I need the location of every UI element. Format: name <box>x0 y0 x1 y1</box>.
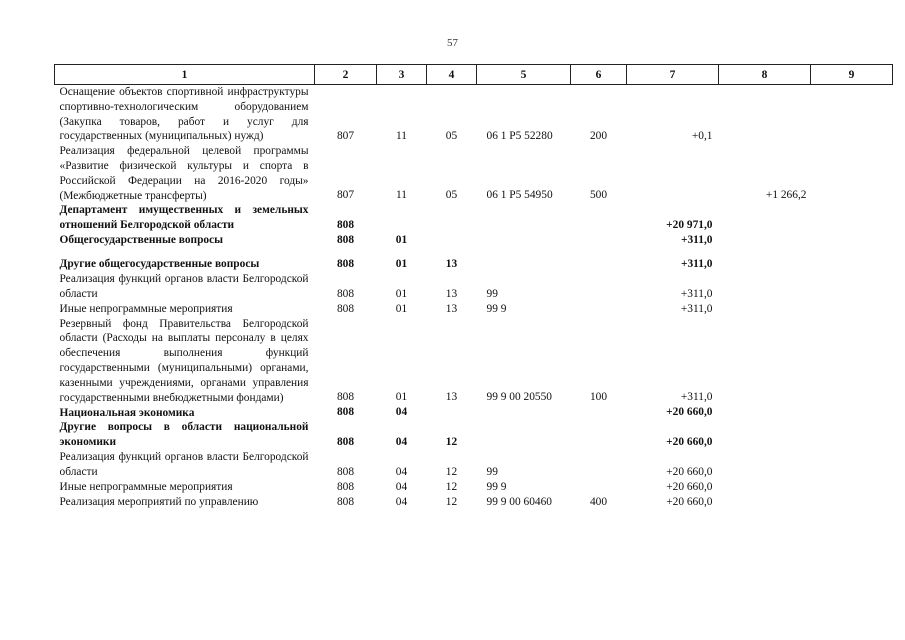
row-amount-col9 <box>811 257 893 272</box>
row-amount-col7: +0,1 <box>691 130 713 143</box>
row-amount-col8 <box>719 272 811 302</box>
row-target-article <box>477 257 571 272</box>
row-target-article: 99 9 <box>486 302 507 315</box>
row-expense-type <box>571 257 627 272</box>
row-amount-col9 <box>811 317 893 406</box>
row-section-code: 04 <box>395 435 408 448</box>
row-amount-col8 <box>719 257 811 272</box>
row-expense-type <box>571 302 627 317</box>
row-amount-col7: +20 660,0 <box>666 465 713 478</box>
row-section-code: 01 <box>395 233 408 246</box>
row-expense-type <box>571 203 627 233</box>
row-grbs-code: 808 <box>336 287 355 300</box>
row-amount-col9 <box>811 144 893 203</box>
row-amount-col9 <box>811 450 893 480</box>
row-expense-type <box>571 405 627 420</box>
row-amount-col8 <box>719 495 811 510</box>
header-col-3: 3 <box>377 65 427 85</box>
row-name: Общегосударственные вопросы <box>59 234 224 247</box>
row-subsection-code <box>427 233 477 248</box>
row-section-code: 04 <box>395 406 408 419</box>
row-name: Реализация функций органов власти Белгородской области <box>59 272 309 300</box>
row-grbs-code: 808 <box>336 495 355 508</box>
table-header-row <box>55 65 893 85</box>
row-amount-col8 <box>719 203 811 233</box>
row-grbs-code: 808 <box>336 233 355 246</box>
row-spacer <box>55 248 893 257</box>
row-section-code: 11 <box>396 130 407 143</box>
table-row <box>55 144 893 203</box>
row-subsection-code <box>427 203 477 233</box>
row-name: Оснащение объектов спортивной инфраструктуры спортивно-технологическим оборудованием (Закупка товаров, работ и услуг для государственных (муниципальных) нужд) <box>59 86 309 143</box>
row-name: Департамент имущественных и земельных отношений Белгородской области <box>59 204 309 232</box>
row-section-code: 11 <box>396 189 407 202</box>
row-name: Резервный фонд Правительства Белгородской области (Расходы на выплаты персоналу в целях обеспечения выполнения функций государственными (муниципальными) органами, казенными учреждениями, органами управления государственными внебюджетными фондами) <box>59 317 309 404</box>
header-col-8: 8 <box>719 65 811 85</box>
row-grbs-code: 808 <box>336 257 355 270</box>
header-col-7: 7 <box>627 65 719 85</box>
row-target-article: 06 1 P5 52280 <box>486 130 553 143</box>
row-amount-col8 <box>719 85 811 145</box>
header-col-1: 1 <box>55 65 315 85</box>
row-name: Реализация функций органов власти Белгородской области <box>59 450 309 478</box>
row-subsection-code <box>427 405 477 420</box>
row-subsection-code: 05 <box>445 189 458 202</box>
table-row <box>55 272 893 302</box>
row-grbs-code: 808 <box>336 391 355 404</box>
header-col-6: 6 <box>571 65 627 85</box>
row-subsection-code: 12 <box>445 480 458 493</box>
row-expense-type <box>571 450 627 480</box>
row-expense-type: 400 <box>589 495 608 508</box>
row-amount-col8 <box>719 450 811 480</box>
row-name: Другие вопросы в области национальной экономики <box>59 421 309 449</box>
row-name: Другие общегосударственные вопросы <box>59 258 260 271</box>
table-row <box>55 302 893 317</box>
row-expense-type: 200 <box>589 130 608 143</box>
row-subsection-code: 12 <box>445 465 458 478</box>
row-amount-col7: +20 660,0 <box>666 480 713 493</box>
row-grbs-code: 807 <box>336 189 355 202</box>
row-target-article: 99 <box>486 287 498 300</box>
row-amount-col7: +20 660,0 <box>666 435 713 448</box>
row-subsection-code: 12 <box>445 435 458 448</box>
row-subsection-code: 13 <box>445 302 458 315</box>
row-target-article: 99 <box>486 465 498 478</box>
row-section-code: 04 <box>395 495 408 508</box>
header-col-5: 5 <box>477 65 571 85</box>
row-amount-col7: +311,0 <box>681 257 713 270</box>
row-amount-col8 <box>719 480 811 495</box>
row-expense-type <box>571 420 627 450</box>
row-section-code: 01 <box>395 391 408 404</box>
row-subsection-code: 13 <box>445 287 458 300</box>
row-section-code: 04 <box>395 465 408 478</box>
row-spacer-cell <box>55 248 893 257</box>
row-subsection-code: 12 <box>445 495 458 508</box>
row-amount-col7: +20 971,0 <box>666 218 713 231</box>
header-col-2: 2 <box>315 65 377 85</box>
row-expense-type <box>571 480 627 495</box>
table-row <box>55 480 893 495</box>
budget-table <box>54 64 893 510</box>
row-target-article: 99 9 00 60460 <box>486 495 552 508</box>
table-body <box>55 85 893 510</box>
table-row <box>55 233 893 248</box>
row-amount-col9 <box>811 203 893 233</box>
row-expense-type <box>571 272 627 302</box>
row-subsection-code: 05 <box>445 130 458 143</box>
row-expense-type: 100 <box>589 391 608 404</box>
row-grbs-code: 808 <box>336 480 355 493</box>
row-section-code: 01 <box>395 287 408 300</box>
table-row <box>55 420 893 450</box>
row-amount-col9 <box>811 480 893 495</box>
row-grbs-code: 808 <box>336 218 355 231</box>
row-amount-col7: +20 660,0 <box>666 495 713 508</box>
row-target-article <box>477 420 571 450</box>
row-target-article <box>477 405 571 420</box>
row-amount-col9 <box>811 302 893 317</box>
row-subsection-code: 13 <box>445 391 458 404</box>
row-name: Иные непрограммные мероприятия <box>59 480 233 493</box>
row-section-code: 01 <box>395 302 408 315</box>
table-row <box>55 317 893 406</box>
table-row <box>55 450 893 480</box>
row-amount-col7: +311,0 <box>680 391 713 404</box>
row-target-article <box>477 203 571 233</box>
row-name: Иные непрограммные мероприятия <box>59 302 233 315</box>
row-amount-col7: +20 660,0 <box>666 406 713 419</box>
row-grbs-code: 808 <box>336 435 355 448</box>
row-amount-col7: +311,0 <box>680 287 713 300</box>
row-amount-col7: +311,0 <box>681 233 713 246</box>
row-grbs-code: 808 <box>336 465 355 478</box>
row-amount-col8 <box>719 405 811 420</box>
row-subsection-code: 13 <box>445 257 458 270</box>
row-section-code <box>377 203 427 233</box>
row-amount-col8 <box>719 233 811 248</box>
row-grbs-code: 807 <box>336 130 355 143</box>
row-target-article <box>477 233 571 248</box>
row-expense-type: 500 <box>589 189 608 202</box>
row-amount-col8: +1 266,2 <box>765 189 807 202</box>
row-amount-col8 <box>719 302 811 317</box>
row-amount-col7: +311,0 <box>680 302 713 315</box>
row-target-article: 99 9 00 20550 <box>486 391 552 404</box>
header-col-4: 4 <box>427 65 477 85</box>
row-amount-col9 <box>811 420 893 450</box>
row-grbs-code: 808 <box>336 406 355 419</box>
row-target-article: 06 1 P5 54950 <box>486 189 553 202</box>
row-name: Реализация мероприятий по управлению <box>59 495 259 508</box>
row-amount-col9 <box>811 272 893 302</box>
row-name: Реализация федеральной целевой программы «Развитие физической культуры и спорта в Российской Федерации на 2016-2020 годы» (Межбюджетные трансферты) <box>59 145 309 202</box>
row-amount-col9 <box>811 405 893 420</box>
row-name: Национальная экономика <box>59 406 195 419</box>
header-col-9: 9 <box>811 65 893 85</box>
page-number: 57 <box>447 37 458 49</box>
table-row <box>55 85 893 145</box>
row-expense-type <box>571 233 627 248</box>
row-grbs-code: 808 <box>336 302 355 315</box>
row-target-article: 99 9 <box>486 480 507 493</box>
table-row <box>55 257 893 272</box>
row-amount-col8 <box>719 317 811 406</box>
table-row <box>55 495 893 510</box>
row-section-code: 04 <box>395 480 408 493</box>
row-amount-col7 <box>627 144 719 203</box>
row-amount-col9 <box>811 85 893 145</box>
row-section-code: 01 <box>395 257 408 270</box>
row-amount-col8 <box>719 420 811 450</box>
row-amount-col9 <box>811 495 893 510</box>
row-amount-col9 <box>811 233 893 248</box>
table-row <box>55 203 893 233</box>
table-row <box>55 405 893 420</box>
